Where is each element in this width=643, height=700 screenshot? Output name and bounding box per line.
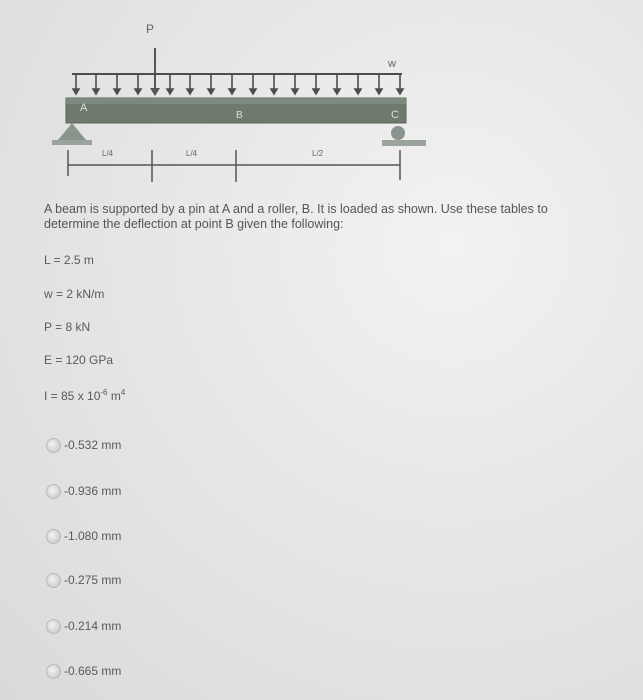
answer-option-3[interactable] — [46, 527, 121, 545]
radio-button-5[interactable] — [46, 619, 61, 634]
radio-button-3[interactable] — [46, 529, 61, 544]
pin-support-a — [52, 123, 92, 145]
inertia-unit: m — [107, 389, 121, 403]
radio-button-2[interactable] — [46, 484, 61, 499]
question-text: A beam is supported by a pin at A and a roller, B. It is loaded as shown. Use these tables to determine the deflection at point B given the following: — [44, 202, 548, 231]
given-distributed-load: w = 2 kN/m — [44, 287, 105, 301]
answer-option-2[interactable] — [46, 482, 121, 500]
radio-button-1[interactable] — [46, 438, 61, 453]
distributed-load-arrows — [73, 74, 403, 94]
dim-label-1: L/4 — [102, 149, 114, 158]
dim-label-2: L/4 — [186, 149, 198, 158]
given-moment-of-inertia — [44, 388, 125, 403]
answer-option-label: -0.214 mm — [64, 619, 122, 633]
roller-support-c — [382, 126, 426, 146]
load-w-label: w — [388, 58, 396, 70]
inertia-prefix: I = 85 x 10 — [44, 389, 101, 403]
given-modulus: E = 120 GPa — [44, 353, 114, 367]
answer-option-label: -0.936 mm — [64, 484, 122, 498]
answer-option-5[interactable] — [46, 617, 121, 635]
radio-button-6[interactable] — [46, 664, 61, 679]
point-a-label: A — [80, 102, 88, 114]
inertia-unit-exponent: 4 — [120, 388, 126, 397]
point-b-label: B — [236, 110, 243, 121]
answer-option-label: -1.080 mm — [64, 529, 122, 543]
given-length: L = 2.5 m — [44, 253, 94, 267]
answer-option-1[interactable] — [46, 436, 121, 454]
answer-option-label: -0.532 mm — [64, 438, 122, 452]
inertia-exponent: -6 — [100, 388, 108, 397]
answer-option-4[interactable] — [46, 571, 121, 589]
radio-button-4[interactable] — [46, 573, 61, 588]
dim-label-3: L/2 — [312, 149, 324, 158]
answer-option-6[interactable] — [46, 662, 121, 680]
answer-option-label: -0.275 mm — [64, 573, 122, 587]
point-c-label: C — [391, 109, 399, 121]
given-point-load: P = 8 kN — [44, 320, 91, 334]
load-p-arrowhead — [150, 88, 160, 96]
answer-option-label: -0.665 mm — [64, 664, 122, 678]
beam-diagram — [0, 0, 643, 195]
load-p-label: P — [146, 22, 155, 36]
